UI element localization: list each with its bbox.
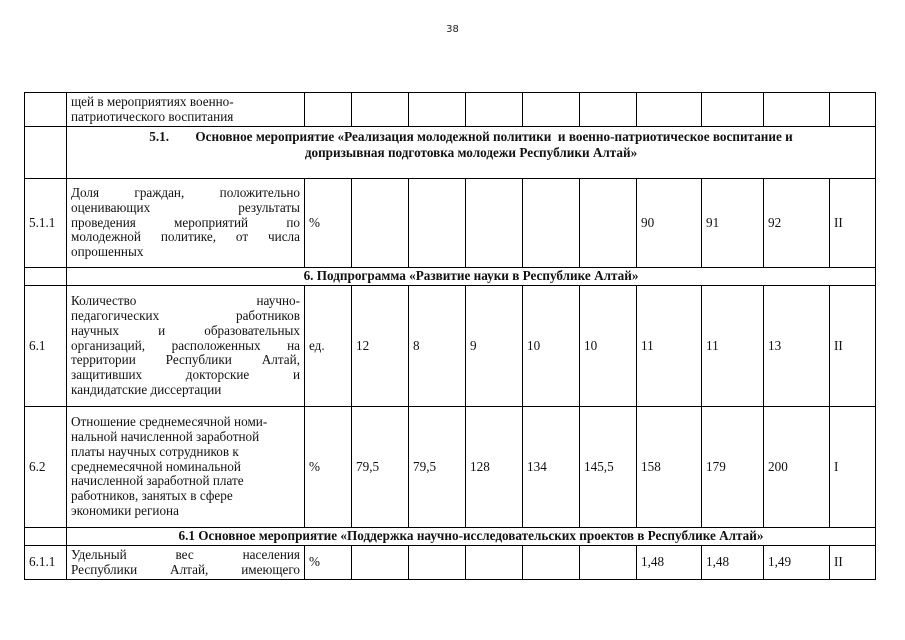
- value-cell: [637, 93, 702, 127]
- value-cell: 13: [764, 286, 830, 407]
- indicator-name-line: среднемесячной номинальной: [71, 458, 241, 474]
- value-cell: [466, 93, 523, 127]
- indicator-name-cell: [67, 286, 305, 407]
- row-number-cell: 6.1: [25, 286, 67, 407]
- row-number-cell: [25, 528, 67, 546]
- value-cell: [580, 179, 637, 268]
- indicator-name-line: Республики Алтай, имеющего: [71, 561, 300, 577]
- indicator-name-cell: [67, 407, 305, 528]
- table-row: [25, 179, 876, 268]
- value-cell: [352, 179, 409, 268]
- value-cell: [580, 546, 637, 580]
- indicator-name-line: территории Республики Алтай,: [71, 352, 300, 368]
- unit-cell: [305, 93, 352, 127]
- value-cell: 9: [466, 286, 523, 407]
- value-cell: 1,48: [702, 546, 764, 580]
- indicator-name-line: научных и образовательных: [71, 322, 300, 338]
- indicator-name-line: организаций, расположенных на: [71, 337, 300, 353]
- value-cell: 79,5: [352, 407, 409, 528]
- section-heading-row: [25, 127, 876, 179]
- value-cell: 134: [523, 407, 580, 528]
- indicator-name-line: платы научных сотрудников к: [71, 443, 239, 459]
- level-cell: II: [830, 286, 876, 407]
- value-cell: [352, 93, 409, 127]
- table-row: [25, 546, 876, 580]
- row-number-cell: 6.2: [25, 407, 67, 528]
- section-heading-line: 5.1. Основное мероприятие «Реализация молодежной политики и военно-патриотическое воспитание и: [149, 129, 793, 144]
- value-cell: [523, 179, 580, 268]
- value-cell: 91: [702, 179, 764, 268]
- value-cell: [409, 546, 466, 580]
- indicator-name-line: экономики региона: [71, 503, 179, 519]
- section-heading: 6. Подпрограмма «Развитие науки в Республике Алтай»: [67, 268, 876, 286]
- value-cell: 8: [409, 286, 466, 407]
- table-row: [25, 407, 876, 528]
- level-cell: II: [830, 179, 876, 268]
- value-cell: [409, 179, 466, 268]
- indicators-table: [24, 92, 876, 580]
- section-heading-line: допризывная подготовка молодежи Республики Алтай»: [304, 145, 638, 160]
- value-cell: [466, 179, 523, 268]
- indicator-name-line: проведения мероприятий по: [71, 214, 300, 230]
- indicator-name-cell: [67, 179, 305, 268]
- indicator-name-line: патриотического воспитания: [71, 108, 234, 124]
- row-number-cell: 5.1.1: [25, 179, 67, 268]
- section-heading: 6.1 Основное мероприятие «Поддержка научно-исследовательских проектов в Республике Алтай»: [67, 528, 876, 546]
- indicator-name-line: Отношение среднемесячной номи-: [71, 413, 268, 429]
- value-cell: 79,5: [409, 407, 466, 528]
- level-cell: I: [830, 407, 876, 528]
- section-heading-row: [25, 268, 876, 286]
- value-cell: 1,48: [637, 546, 702, 580]
- indicator-name-line: щей в мероприятиях военно-: [71, 93, 234, 109]
- value-cell: [409, 93, 466, 127]
- value-cell: 1,49: [764, 546, 830, 580]
- indicator-name-line: молодежной политике, от числа: [71, 229, 300, 245]
- value-cell: 92: [764, 179, 830, 268]
- indicator-name-line: педагогических работников: [71, 307, 300, 323]
- indicator-name-line: оценивающих результаты: [71, 199, 300, 215]
- section-heading: [67, 127, 876, 179]
- unit-cell: ед.: [305, 286, 352, 407]
- value-cell: [352, 546, 409, 580]
- value-cell: [702, 93, 764, 127]
- level-cell: [830, 93, 876, 127]
- indicator-name-cell: [67, 546, 305, 580]
- value-cell: 90: [637, 179, 702, 268]
- value-cell: 158: [637, 407, 702, 528]
- indicator-name-line: Количество научно-: [71, 292, 300, 308]
- value-cell: [523, 93, 580, 127]
- row-number-cell: [25, 268, 67, 286]
- value-cell: 10: [580, 286, 637, 407]
- indicator-name-line: опрошенных: [71, 244, 144, 260]
- page-number: 38: [446, 24, 459, 35]
- table-row: [25, 286, 876, 407]
- indicator-name-line: нальной начисленной заработной: [71, 428, 260, 444]
- value-cell: [764, 93, 830, 127]
- unit-cell: %: [305, 179, 352, 268]
- unit-cell: %: [305, 407, 352, 528]
- value-cell: 145,5: [580, 407, 637, 528]
- indicator-name-line: Доля граждан, положительно: [71, 184, 300, 200]
- unit-cell: %: [305, 546, 352, 580]
- table-row: [25, 93, 876, 127]
- row-number-cell: [25, 127, 67, 179]
- indicator-name-line: кандидатские диссертации: [71, 382, 222, 398]
- indicator-name-line: начисленной заработной плате: [71, 473, 244, 489]
- value-cell: [580, 93, 637, 127]
- indicator-name-line: Удельный вес населения: [71, 546, 300, 562]
- value-cell: [523, 546, 580, 580]
- value-cell: [466, 546, 523, 580]
- value-cell: 11: [637, 286, 702, 407]
- value-cell: 200: [764, 407, 830, 528]
- indicator-name-line: защитивших докторские и: [71, 367, 300, 383]
- value-cell: 11: [702, 286, 764, 407]
- value-cell: 12: [352, 286, 409, 407]
- level-cell: II: [830, 546, 876, 580]
- indicator-name-cell: [67, 93, 305, 127]
- section-heading-row: [25, 528, 876, 546]
- value-cell: 10: [523, 286, 580, 407]
- indicator-name-line: работников, занятых в сфере: [71, 488, 233, 504]
- value-cell: 128: [466, 407, 523, 528]
- value-cell: 179: [702, 407, 764, 528]
- row-number-cell: [25, 93, 67, 127]
- row-number-cell: 6.1.1: [25, 546, 67, 580]
